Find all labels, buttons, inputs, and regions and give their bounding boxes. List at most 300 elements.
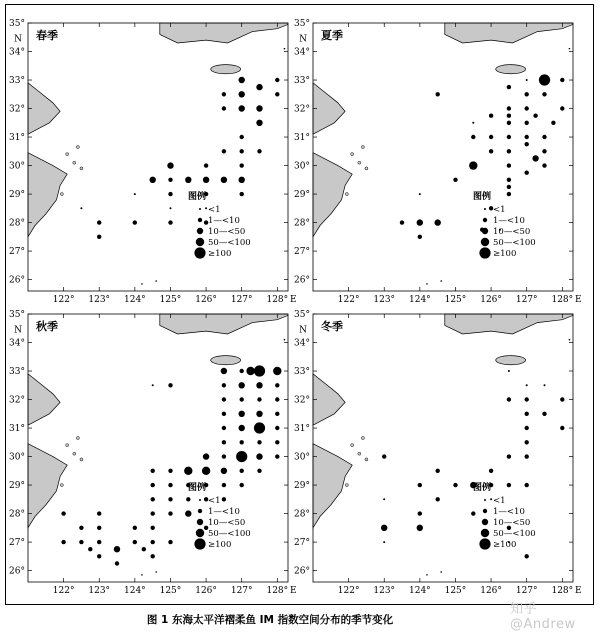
lon-label: 126° <box>480 586 502 596</box>
im-point <box>240 397 244 401</box>
im-point <box>507 454 511 458</box>
legend-item: 1—<10 <box>493 507 525 517</box>
islet <box>426 283 428 285</box>
small-island <box>351 153 354 156</box>
im-point <box>275 440 279 444</box>
im-point <box>97 511 101 515</box>
im-point <box>507 185 511 189</box>
im-point <box>151 497 155 501</box>
map-border <box>313 314 573 582</box>
im-point <box>239 425 245 431</box>
legend-item: <1 <box>493 205 506 215</box>
im-point <box>275 397 279 401</box>
im-point <box>184 467 192 475</box>
small-island <box>351 444 354 447</box>
im-point <box>222 440 226 444</box>
legend-item: 50—<100 <box>208 529 251 539</box>
im-point <box>257 149 261 153</box>
im-point <box>418 483 422 487</box>
korea-landmass <box>445 23 573 43</box>
north-label: N <box>299 34 307 45</box>
legend-symbol <box>484 499 486 501</box>
lat-label: 34° <box>9 338 25 349</box>
lat-label: 33° <box>294 76 310 87</box>
im-point <box>236 451 247 462</box>
im-point <box>133 540 137 544</box>
im-point <box>61 511 65 515</box>
korea-landmass <box>445 314 573 334</box>
im-point <box>417 525 423 531</box>
lon-label: 127° <box>515 586 538 596</box>
lon-label: 126° <box>195 586 217 596</box>
legend-symbol <box>479 247 490 258</box>
im-point <box>142 547 146 551</box>
im-point <box>114 546 120 552</box>
lon-label: 124° <box>409 295 431 305</box>
im-point <box>170 207 172 209</box>
legend-symbol <box>484 208 486 210</box>
legend-symbol <box>196 529 204 537</box>
map-panel-summer <box>294 19 582 305</box>
im-point <box>134 193 136 195</box>
map-border <box>28 314 288 582</box>
im-point <box>507 121 511 125</box>
im-point <box>222 397 226 401</box>
lat-label: 31° <box>9 424 25 435</box>
im-point <box>239 411 245 417</box>
im-point <box>275 383 279 387</box>
lon-label: 125° <box>159 295 182 305</box>
im-point <box>168 540 172 544</box>
im-point <box>221 177 227 183</box>
im-point <box>151 526 155 530</box>
im-point <box>542 149 546 153</box>
lat-label: 27° <box>294 538 310 549</box>
islet <box>284 339 286 341</box>
legend-symbol <box>482 519 488 525</box>
legend-symbol <box>199 499 201 501</box>
legend-item: ≥100 <box>208 540 232 550</box>
mainland-north <box>28 374 60 425</box>
im-point <box>453 178 457 182</box>
im-point <box>525 426 529 430</box>
im-point <box>133 526 137 530</box>
lon-label: 124° <box>124 295 146 305</box>
legend-item: <1 <box>208 496 221 506</box>
legend-item: 50—<100 <box>208 238 251 248</box>
legend-symbol <box>197 228 203 234</box>
season-label: 夏季 <box>321 29 343 42</box>
east-label: E <box>575 586 582 596</box>
small-island <box>73 452 76 455</box>
im-point <box>239 77 245 83</box>
korea-landmass <box>160 23 288 43</box>
im-point <box>507 178 511 182</box>
im-point <box>489 135 493 139</box>
lat-label: 28° <box>294 509 310 520</box>
legend-item: ≥100 <box>208 249 232 259</box>
im-point <box>239 91 245 97</box>
im-point <box>240 192 244 196</box>
im-point <box>203 453 209 459</box>
im-point <box>507 192 511 196</box>
im-point <box>489 469 493 473</box>
im-point <box>254 422 265 433</box>
im-point <box>544 384 546 386</box>
im-point <box>542 92 546 96</box>
im-point <box>186 497 190 501</box>
small-island <box>73 161 76 164</box>
im-point <box>436 497 440 501</box>
im-point <box>489 114 493 118</box>
lon-label: 128° <box>266 586 289 596</box>
im-point <box>221 368 227 374</box>
im-point <box>254 365 265 376</box>
im-point <box>275 454 279 458</box>
legend-item: 50—<100 <box>493 238 536 248</box>
lon-label: 122° <box>337 586 360 596</box>
figure-caption <box>0 612 540 627</box>
small-island <box>60 193 63 196</box>
im-point <box>168 178 172 182</box>
legend-symbol <box>483 218 487 222</box>
lon-label: 124° <box>409 586 431 596</box>
small-island <box>365 167 368 170</box>
lat-label: 29° <box>9 190 25 201</box>
lat-label: 34° <box>294 47 310 58</box>
lon-label: 126° <box>195 295 217 305</box>
north-label: N <box>299 325 307 336</box>
im-point <box>240 135 244 139</box>
legend-symbol <box>483 509 487 513</box>
lat-label: 26° <box>9 275 25 286</box>
im-point <box>240 369 244 373</box>
im-point <box>97 540 101 544</box>
north-label: N <box>14 325 22 336</box>
im-point <box>203 177 209 183</box>
lat-label: 33° <box>9 367 25 378</box>
small-island <box>345 484 348 487</box>
map-canvas <box>9 310 297 596</box>
map-panel-autumn <box>9 310 297 596</box>
im-point <box>507 163 511 167</box>
mainland-north <box>28 83 60 134</box>
im-point <box>507 483 511 487</box>
lat-label: 29° <box>294 481 310 492</box>
map-panel-winter <box>294 310 582 596</box>
lat-label: 35° <box>9 310 25 320</box>
lat-label: 34° <box>294 338 310 349</box>
im-point <box>507 85 511 89</box>
lon-label: 122° <box>337 295 360 305</box>
mainland-north <box>313 83 345 134</box>
im-point <box>256 382 262 388</box>
legend-item: <1 <box>493 496 506 506</box>
im-point <box>257 440 261 444</box>
lon-label: 122° <box>52 586 75 596</box>
im-point <box>275 92 279 96</box>
im-point <box>222 92 226 96</box>
jeju-island <box>496 356 526 365</box>
legend-item: 10—<50 <box>493 518 531 528</box>
im-point <box>79 526 83 530</box>
legend-item: ≥100 <box>493 540 517 550</box>
islet <box>155 280 157 282</box>
lat-label: 32° <box>9 395 25 406</box>
islet <box>155 571 157 573</box>
im-point <box>97 235 101 239</box>
im-point <box>381 525 387 531</box>
lat-label: 26° <box>9 566 25 577</box>
legend-symbol <box>197 519 203 525</box>
lon-label: 125° <box>444 295 467 305</box>
im-point <box>525 440 529 444</box>
im-point <box>275 78 279 82</box>
im-point <box>507 397 511 401</box>
im-point <box>222 426 226 430</box>
legend-item: ≥100 <box>493 249 517 259</box>
islet <box>284 48 286 50</box>
lat-label: 32° <box>9 104 25 115</box>
im-point <box>80 207 82 209</box>
islet <box>141 283 143 285</box>
im-point <box>256 411 262 417</box>
small-island <box>365 458 368 461</box>
legend-symbol <box>199 208 201 210</box>
im-point <box>507 135 511 139</box>
lat-label: 26° <box>294 566 310 577</box>
im-point <box>436 469 440 473</box>
small-island <box>76 146 79 149</box>
legend-symbol <box>194 247 205 258</box>
im-point <box>525 92 529 96</box>
im-point <box>246 367 254 375</box>
lat-label: 30° <box>9 161 25 172</box>
lon-label: 127° <box>515 295 538 305</box>
im-point <box>560 106 564 110</box>
map-canvas <box>294 19 582 305</box>
season-label: 春季 <box>36 29 58 42</box>
legend-symbol <box>194 538 205 549</box>
lon-label: 127° <box>230 295 253 305</box>
im-point <box>525 121 529 125</box>
im-point <box>533 114 537 118</box>
im-point <box>525 135 529 139</box>
legend-symbol <box>196 238 204 246</box>
lon-label: 123° <box>88 295 111 305</box>
im-point <box>525 554 529 558</box>
im-point <box>204 163 208 167</box>
im-point <box>525 142 529 146</box>
east-label: E <box>290 295 297 305</box>
im-point <box>275 426 279 430</box>
im-point <box>560 397 564 401</box>
map-canvas <box>294 310 582 596</box>
east-label: E <box>575 295 582 305</box>
lat-label: 29° <box>9 481 25 492</box>
lon-label: 123° <box>88 586 111 596</box>
legend-item: 10—<50 <box>493 227 531 237</box>
im-point <box>168 511 172 515</box>
im-point <box>539 74 550 85</box>
small-island <box>66 153 69 156</box>
small-island <box>66 444 69 447</box>
im-point <box>471 135 475 139</box>
im-point <box>382 454 386 458</box>
im-point <box>542 412 546 416</box>
islet <box>440 280 442 282</box>
lon-label: 123° <box>373 295 396 305</box>
watermark: 知乎 @Andrew <box>510 602 576 632</box>
im-point <box>222 412 226 416</box>
small-island <box>345 193 348 196</box>
im-point <box>418 511 422 515</box>
im-point <box>79 540 83 544</box>
im-point <box>525 397 529 401</box>
legend-item: 10—<50 <box>208 518 246 528</box>
im-point <box>185 510 191 516</box>
im-point <box>151 554 155 558</box>
im-point <box>436 92 440 96</box>
caption-prefix: 图 1 <box>146 614 169 626</box>
im-point <box>168 483 172 487</box>
im-point <box>257 397 261 401</box>
im-point <box>239 177 245 183</box>
im-point <box>453 483 457 487</box>
legend-symbol <box>198 218 202 222</box>
mainland-north <box>313 374 345 425</box>
jeju-island <box>496 65 526 74</box>
legend-symbol <box>198 509 202 513</box>
im-point <box>151 483 155 487</box>
im-point <box>507 114 511 118</box>
lat-label: 33° <box>9 76 25 87</box>
north-label: N <box>14 34 22 45</box>
im-point <box>525 412 529 416</box>
im-point <box>383 541 385 543</box>
im-point <box>240 163 244 167</box>
im-point <box>221 468 227 474</box>
im-point <box>525 454 529 458</box>
im-point <box>400 220 404 224</box>
legend-title: 图例 <box>473 483 492 493</box>
lat-label: 27° <box>294 247 310 258</box>
im-point <box>239 382 245 388</box>
im-point <box>168 469 172 473</box>
lat-label: 31° <box>294 133 310 144</box>
im-point <box>222 454 226 458</box>
lat-label: 28° <box>294 218 310 229</box>
legend-item: 10—<50 <box>208 227 246 237</box>
small-island <box>358 452 361 455</box>
lon-label: 124° <box>124 586 146 596</box>
im-point <box>97 220 101 224</box>
im-point <box>469 161 477 169</box>
im-point <box>256 105 262 111</box>
lon-label: 125° <box>159 586 182 596</box>
lon-label: 123° <box>373 586 396 596</box>
im-point <box>532 155 538 161</box>
islet <box>569 339 571 341</box>
im-point <box>257 469 261 473</box>
im-point <box>185 177 191 183</box>
korea-landmass <box>160 314 288 334</box>
caption-text: 东海太平洋褶柔鱼 IM 指数空间分布的季节变化 <box>171 614 394 626</box>
lat-label: 30° <box>294 452 310 463</box>
im-point <box>508 370 510 372</box>
im-point <box>167 162 173 168</box>
im-point <box>273 367 281 375</box>
lon-label: 127° <box>230 586 253 596</box>
im-point <box>490 498 492 500</box>
islet <box>440 571 442 573</box>
legend-title: 图例 <box>473 192 492 202</box>
lon-label: 128° <box>551 295 574 305</box>
im-point <box>240 440 244 444</box>
im-point <box>240 469 244 473</box>
lat-label: 35° <box>294 310 310 320</box>
im-point <box>507 106 511 110</box>
lat-label: 26° <box>294 275 310 286</box>
small-island <box>361 437 364 440</box>
legend-title: 图例 <box>188 192 207 202</box>
im-point <box>417 219 423 225</box>
im-point <box>151 469 155 473</box>
season-label: 秋季 <box>36 320 58 333</box>
lon-label: 122° <box>52 295 75 305</box>
im-point <box>115 561 119 565</box>
im-point <box>383 498 385 500</box>
figure-frame <box>5 4 594 605</box>
jeju-island <box>211 65 241 74</box>
im-point <box>542 163 546 167</box>
islet <box>426 574 428 576</box>
im-point <box>240 483 244 487</box>
lat-label: 32° <box>294 395 310 406</box>
legend-symbol <box>482 228 488 234</box>
im-point <box>151 540 155 544</box>
small-island <box>361 146 364 149</box>
legend-symbol <box>481 529 489 537</box>
lat-label: 35° <box>9 19 25 29</box>
im-point <box>239 105 245 111</box>
map-panel-spring <box>9 19 297 305</box>
lat-label: 31° <box>294 424 310 435</box>
legend-symbol <box>479 538 490 549</box>
im-point <box>222 106 226 110</box>
lon-label: 128° <box>266 295 289 305</box>
small-island <box>76 437 79 440</box>
legend-item: 1—<10 <box>208 216 240 226</box>
lat-label: 27° <box>9 247 25 258</box>
im-point <box>152 384 154 386</box>
im-point <box>472 122 474 124</box>
season-label: 冬季 <box>321 320 343 333</box>
east-label: E <box>290 586 297 596</box>
im-point <box>525 171 529 175</box>
im-point <box>168 192 172 196</box>
im-point <box>150 177 156 183</box>
im-point <box>542 135 546 139</box>
im-point <box>222 149 226 153</box>
im-point <box>507 149 511 153</box>
im-point <box>489 149 493 153</box>
im-point <box>435 219 441 225</box>
lat-label: 30° <box>294 161 310 172</box>
legend-item: <1 <box>208 205 221 215</box>
lat-label: 35° <box>294 19 310 29</box>
im-point <box>168 497 172 501</box>
